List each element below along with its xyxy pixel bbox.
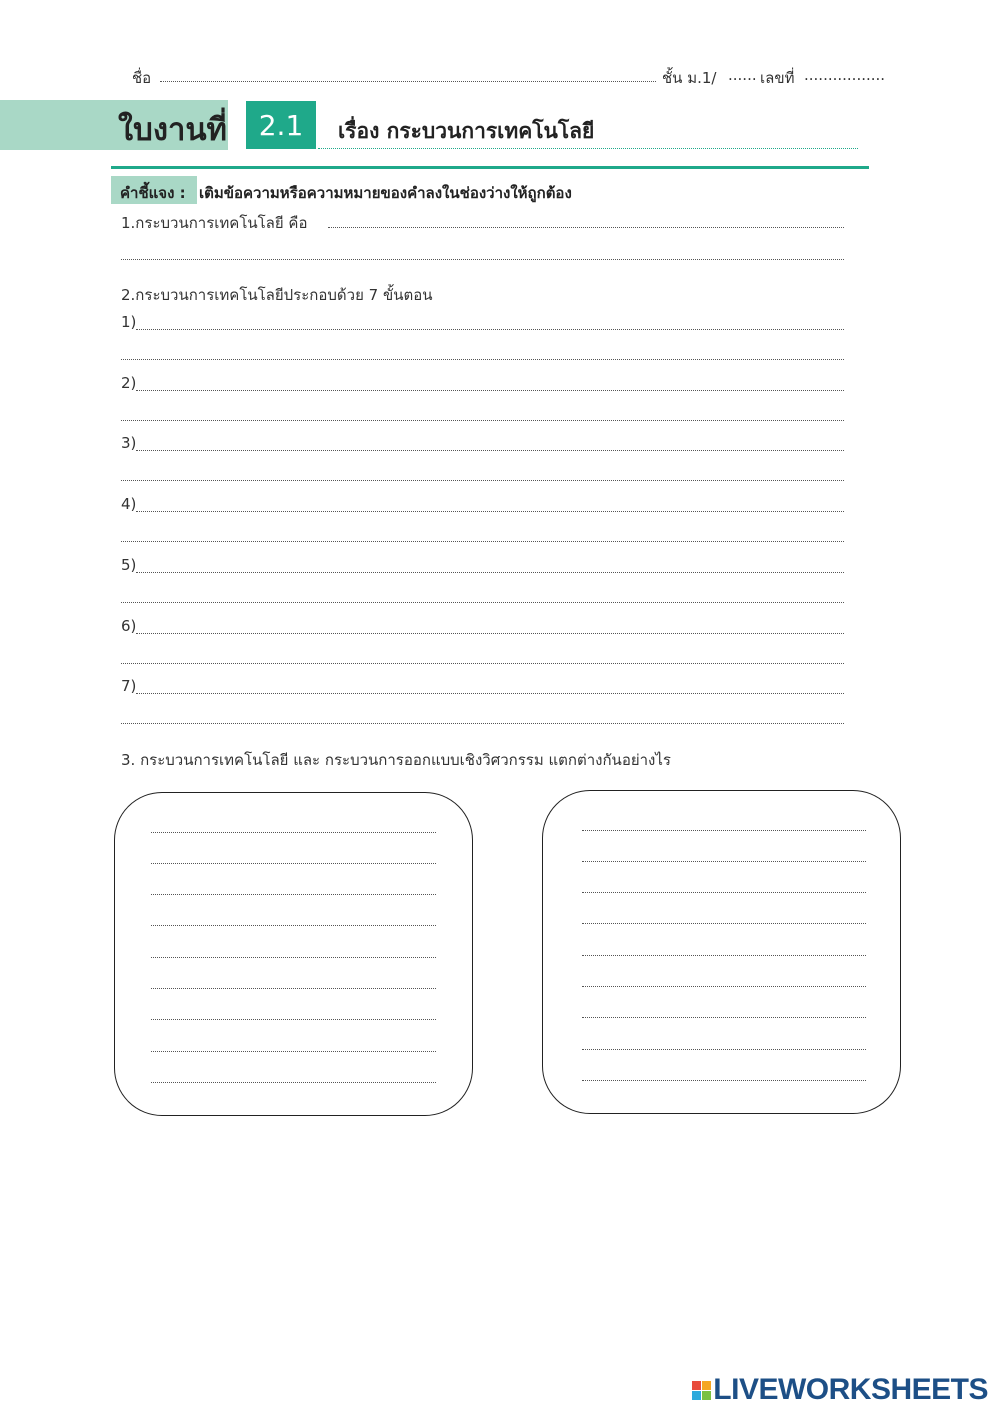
liveworksheets-brand: LIVEWORKSHEETS <box>713 1373 988 1406</box>
step-label: 2) <box>121 374 137 392</box>
worksheet-subject: เรื่อง กระบวนการเทคโนโลยี <box>338 119 595 143</box>
box-right-line[interactable] <box>582 861 866 862</box>
number-blank[interactable]: ................. <box>804 66 886 84</box>
answer-box-left <box>114 792 473 1116</box>
box-right-line[interactable] <box>582 1049 866 1050</box>
worksheet-number: 2.1 <box>258 108 304 142</box>
name-field[interactable] <box>160 81 656 82</box>
step-5-line-2[interactable] <box>121 602 844 603</box>
box-left-line[interactable] <box>151 988 436 989</box>
step-6-line-1[interactable] <box>136 633 844 634</box>
question-2: 2.กระบวนการเทคโนโลยีประกอบด้วย 7 ขั้นตอน <box>121 286 433 304</box>
step-7-line-2[interactable] <box>121 723 844 724</box>
box-right-line[interactable] <box>582 892 866 893</box>
step-label: 5) <box>121 556 137 574</box>
box-left-line[interactable] <box>151 925 436 926</box>
step-2-line-1[interactable] <box>136 390 844 391</box>
answer-box-right <box>542 790 901 1114</box>
box-right-line[interactable] <box>582 1017 866 1018</box>
liveworksheets-logo[interactable] <box>692 1373 988 1407</box>
number-label: เลขที่ <box>760 69 795 87</box>
step-label: 6) <box>121 617 137 635</box>
answer-1-line-2[interactable] <box>121 259 844 260</box>
box-right-line[interactable] <box>582 955 866 956</box>
box-left-line[interactable] <box>151 863 436 864</box>
step-label: 4) <box>121 495 137 513</box>
step-label: 3) <box>121 434 137 452</box>
box-right-line[interactable] <box>582 923 866 924</box>
step-4-line-2[interactable] <box>121 541 844 542</box>
box-left-line[interactable] <box>151 1051 436 1052</box>
divider <box>111 166 869 169</box>
question-3: 3. กระบวนการเทคโนโลยี และ กระบวนการออกแบบเชิงวิศวกรรม แตกต่างกันอย่างไร <box>121 751 671 769</box>
answer-1-line-1[interactable] <box>328 227 844 228</box>
step-1-line-2[interactable] <box>121 359 844 360</box>
instruction-text: เติมข้อความหรือความหมายของคำลงในช่องว่างให้ถูกต้อง <box>199 184 572 202</box>
step-2-line-2[interactable] <box>121 420 844 421</box>
step-label: 7) <box>121 677 137 695</box>
step-label: 1) <box>121 313 137 331</box>
title-underline <box>318 148 858 149</box>
box-left-line[interactable] <box>151 1082 436 1083</box>
box-left-line[interactable] <box>151 1019 436 1020</box>
box-left-line[interactable] <box>151 894 436 895</box>
question-1: 1.กระบวนการเทคโนโลยี คือ <box>121 214 308 232</box>
step-4-line-1[interactable] <box>136 511 844 512</box>
box-right-line[interactable] <box>582 1080 866 1081</box>
step-3-line-1[interactable] <box>136 450 844 451</box>
step-5-line-1[interactable] <box>136 572 844 573</box>
class-blank[interactable]: ...... <box>728 66 757 84</box>
class-label: ชั้น ม.1/ <box>662 69 717 87</box>
worksheet-number-badge <box>246 101 316 149</box>
liveworksheets-logo-icon <box>692 1381 711 1400</box>
box-right-line[interactable] <box>582 986 866 987</box>
name-label: ชื่อ <box>132 69 152 87</box>
step-1-line-1[interactable] <box>136 329 844 330</box>
step-7-line-1[interactable] <box>136 693 844 694</box>
box-right-line[interactable] <box>582 830 866 831</box>
worksheet-title: ใบงานที่ <box>118 112 227 148</box>
box-left-line[interactable] <box>151 957 436 958</box>
box-left-line[interactable] <box>151 832 436 833</box>
instruction-label: คำชี้แจง : <box>120 184 186 202</box>
step-3-line-2[interactable] <box>121 480 844 481</box>
step-6-line-2[interactable] <box>121 663 844 664</box>
